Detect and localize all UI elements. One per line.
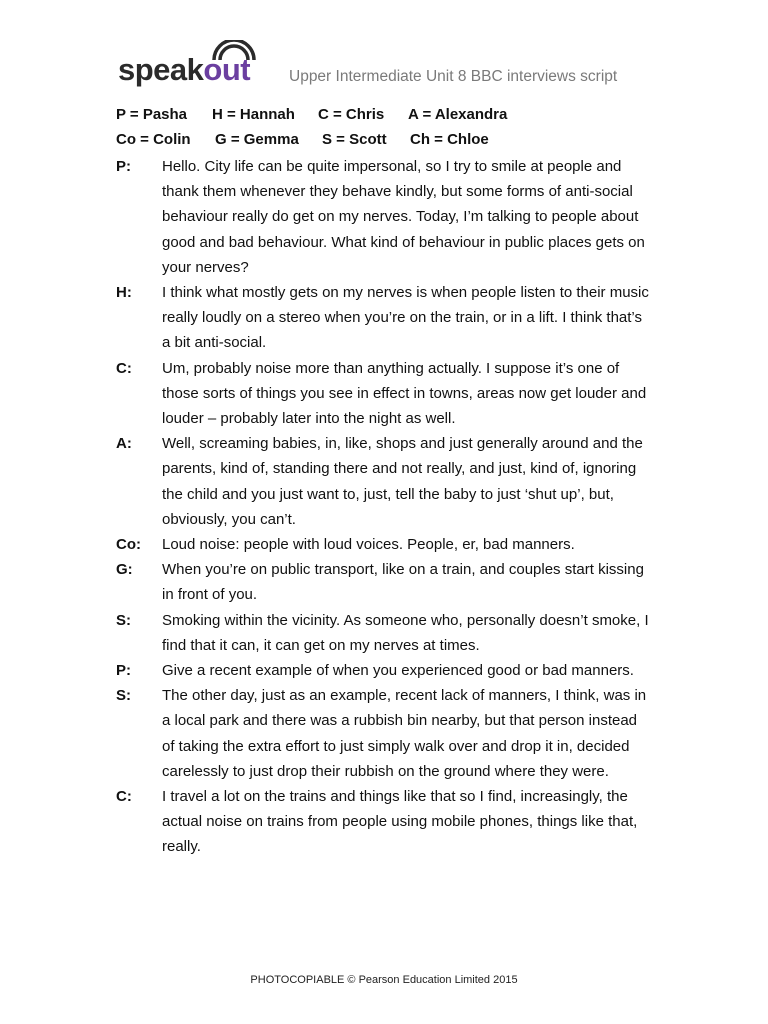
script-turn — [116, 280, 656, 356]
interview-script — [116, 154, 656, 860]
speaker-label: S: — [116, 687, 131, 705]
script-turn — [116, 154, 656, 280]
utterance-text: When you’re on public transport, like on a train, and couples start kissing in front of you. — [162, 561, 644, 604]
key-entry: A = Alexandra — [408, 106, 508, 123]
speaker-label: H: — [116, 284, 132, 302]
script-turn — [116, 658, 656, 683]
script-turn — [116, 784, 656, 860]
utterance-text: The other day, just as an example, recent lack of manners, I think, was in a local park and there was a rubbish bin nearby, but that person instead of taking the extra effort to just simply walk over and drop it in, decided carelessly to just drop their rubbish on the ground where they were. — [162, 687, 647, 780]
utterance-text: I travel a lot on the trains and things like that so I find, increasingly, the actual noise on trains from people using mobile phones, things like that, really. — [162, 788, 638, 856]
script-turn — [116, 683, 656, 784]
speaker-label: Co: — [116, 536, 141, 554]
script-turn — [116, 608, 656, 658]
utterance-text: Loud noise: people with loud voices. People, er, bad manners. — [162, 536, 575, 554]
logo-speak: speak — [118, 52, 204, 87]
speaker-label: P: — [116, 158, 131, 175]
speaker-label: G: — [116, 561, 133, 579]
speaker-label: P: — [116, 662, 131, 680]
script-turn — [116, 557, 656, 607]
speaker-label: S: — [116, 611, 131, 629]
key-entry: S = Scott — [322, 131, 387, 148]
script-turn — [116, 356, 656, 432]
logo-out: out — [203, 52, 251, 87]
key-entry: G = Gemma — [215, 131, 299, 148]
header — [118, 40, 738, 90]
script-turn — [116, 532, 656, 557]
key-entry: Co = Colin — [116, 131, 191, 148]
utterance-text: Give a recent example of when you experienced good or bad manners. — [162, 662, 634, 680]
copyright-footer: PHOTOCOPIABLE © Pearson Education Limited 2015 — [250, 974, 518, 986]
utterance-text: I think what mostly gets on my nerves is when people listen to their music really loudly on a stereo when you’re on the train, or in a lift. I think that’s a bit anti-social. — [162, 284, 649, 352]
speaker-label: C: — [116, 359, 132, 377]
speaker-label: C: — [116, 788, 132, 806]
speaker-label: A: — [116, 435, 132, 453]
utterance-text: Well, screaming babies, in, like, shops and just generally around and the parents, kind of, standing there and not really, and just, kind of, ignoring the child and you just want to, just, tell the baby to just ‘shut up’, but, obviously, you can’t. — [162, 435, 643, 528]
utterance-text: Hello. City life can be quite impersonal, so I try to smile at people and thank them whenever they behave kindly, but some forms of anti-social behaviour really do get on my nerves. Today, I’m talking to people about good and bad behaviour. What kind of behaviour in public places gets on your nerves? — [162, 158, 645, 276]
key-entry: P = Pasha — [116, 106, 188, 123]
page-subtitle: Upper Intermediate Unit 8 BBC interviews script — [289, 68, 618, 85]
utterance-text: Um, probably noise more than anything actually. I suppose it’s one of those sorts of things you see in effect in towns, areas now get louder and louder – probably later into the night as well. — [162, 359, 647, 428]
speakout-logo — [118, 40, 284, 90]
key-entry: C = Chris — [318, 106, 385, 123]
key-entry: H = Hannah — [212, 106, 295, 123]
utterance-text: Smoking within the vicinity. As someone who, personally doesn’t smoke, I find that it can, it can get on my nerves at times. — [162, 611, 649, 654]
logo-text — [118, 52, 250, 88]
key-entry: Ch = Chloe — [410, 131, 489, 148]
script-turn — [116, 431, 656, 532]
